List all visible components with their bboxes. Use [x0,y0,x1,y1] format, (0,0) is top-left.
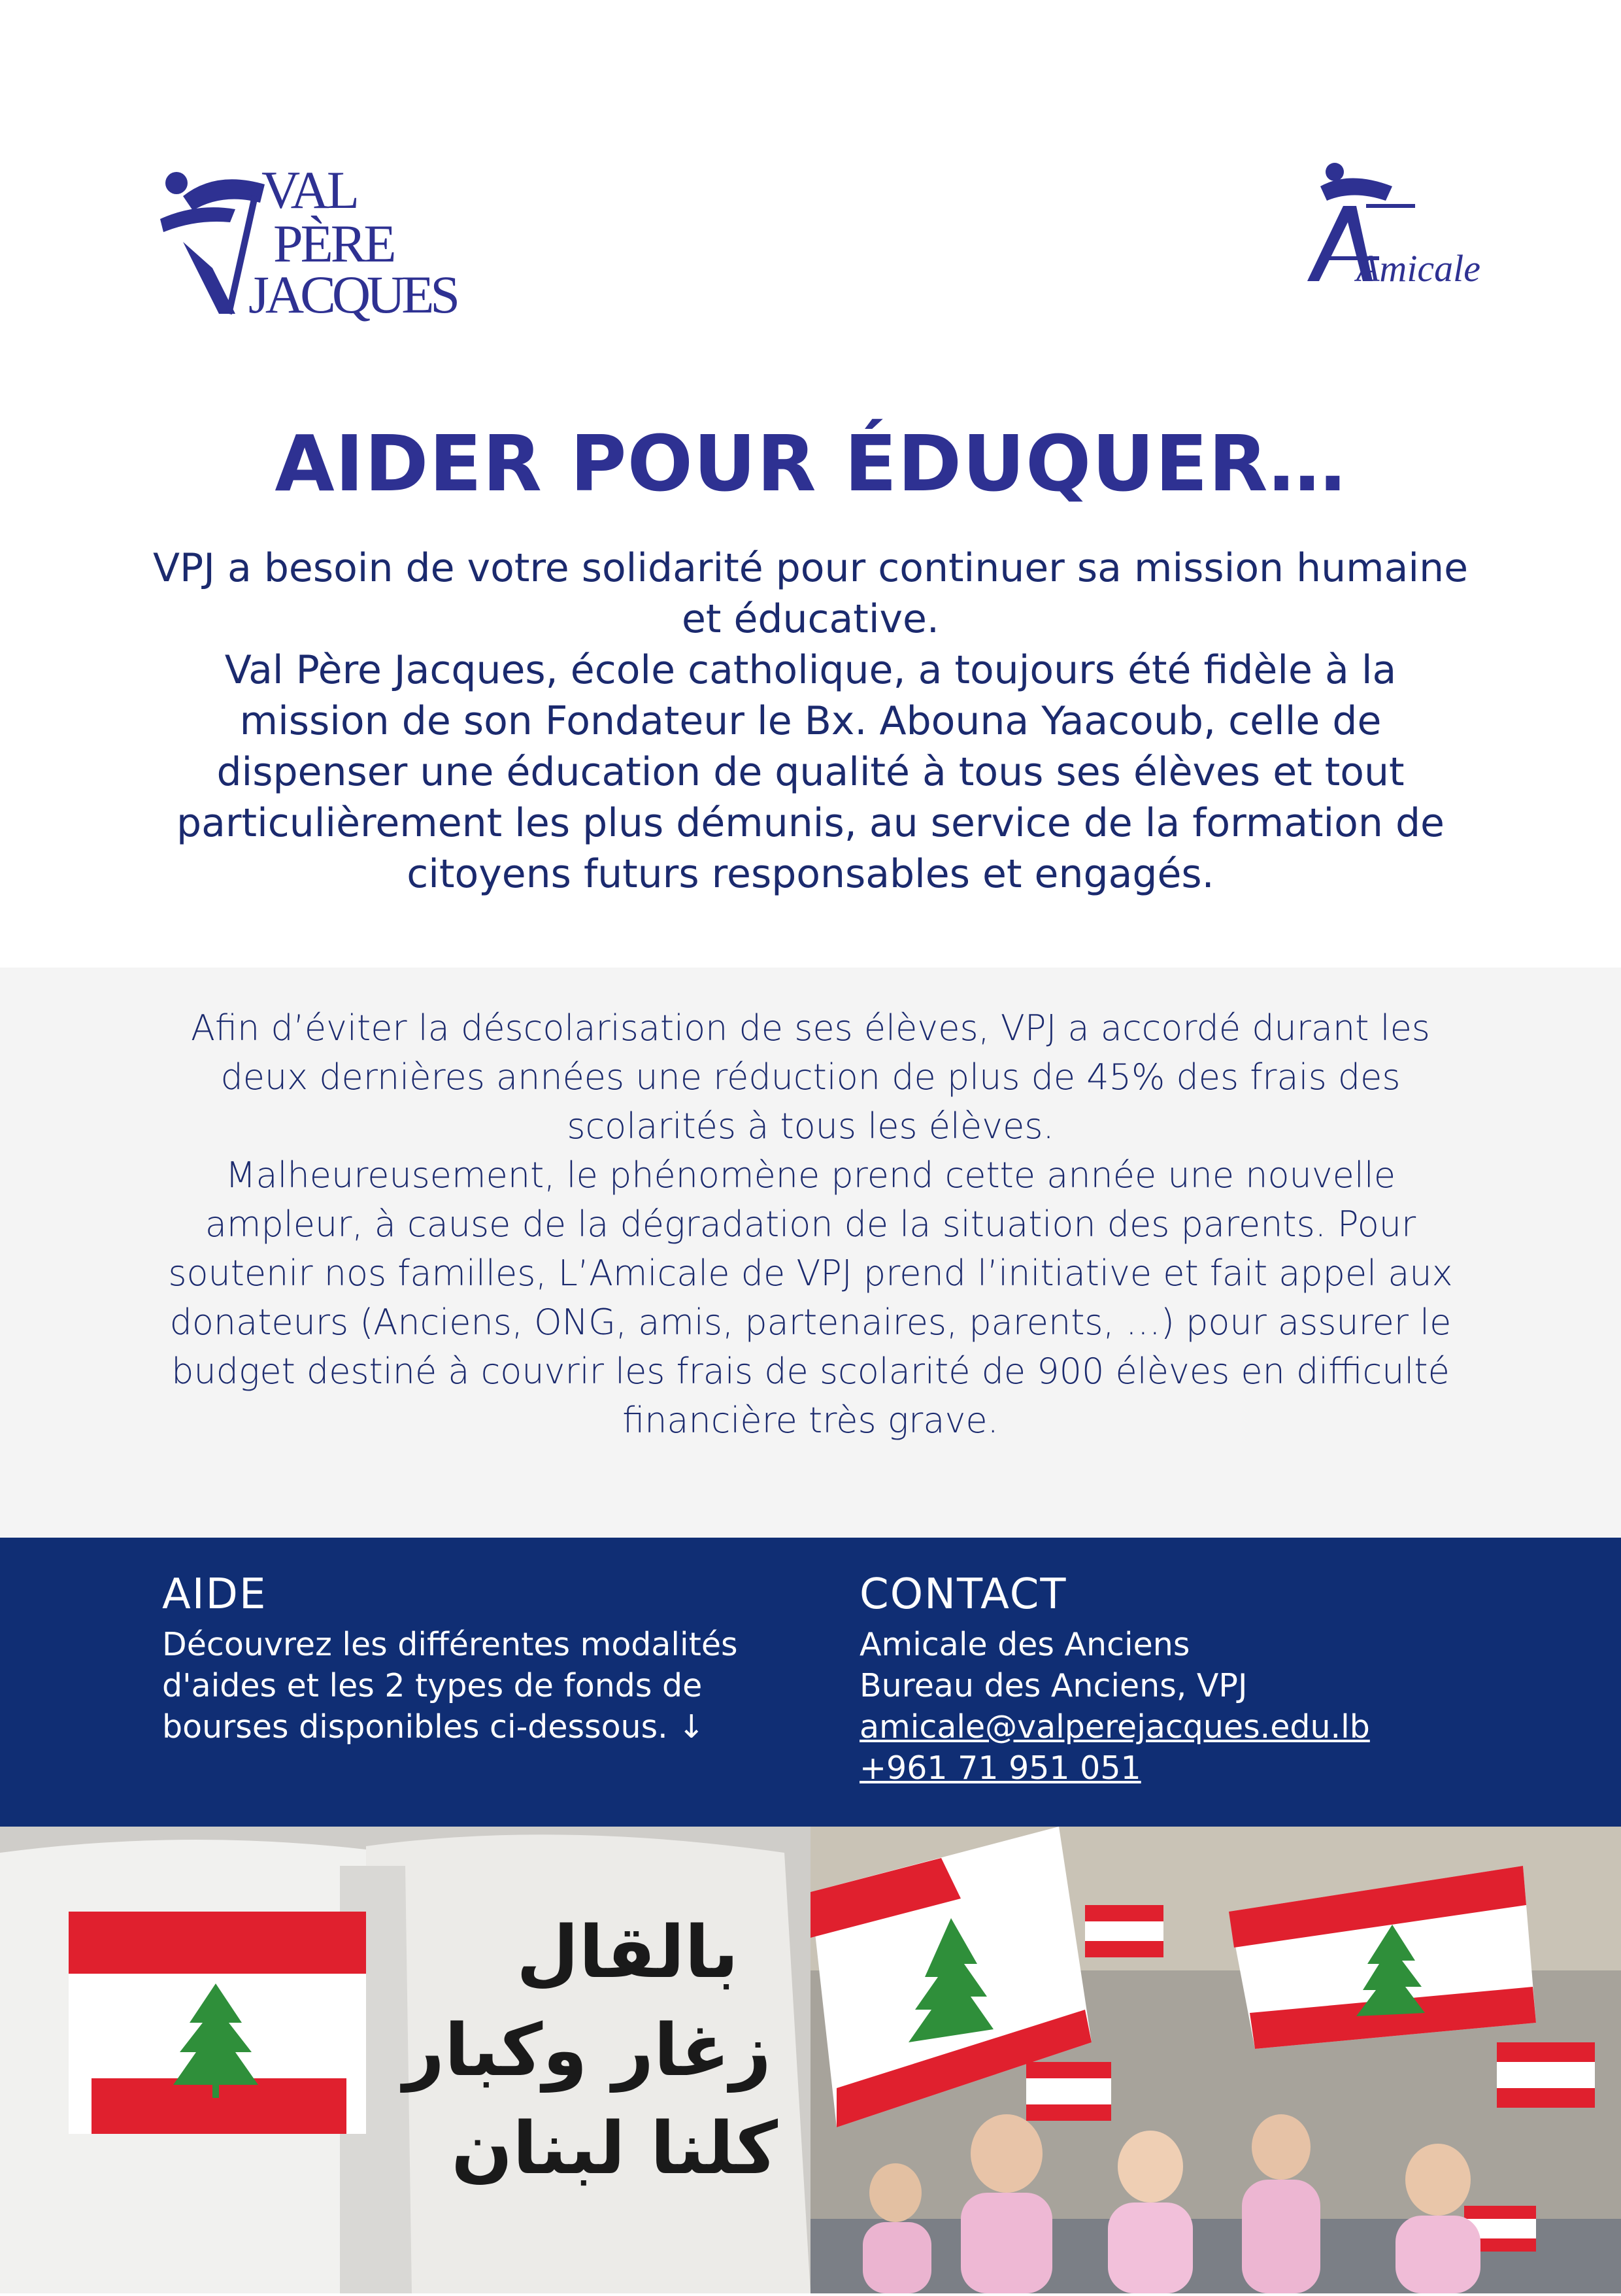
intro-paragraph-1: VPJ a besoin de votre solidarité pour continuer sa mission humaine et éducative. [152,545,1469,642]
page-title: AIDER POUR ÉDUQUER… [275,418,1346,509]
contact-office: Bureau des Anciens, VPJ [860,1667,1248,1704]
intro-text [144,543,1477,900]
shirt-text-line-3: كلنا لبنان [451,2106,778,2190]
aide-text: Découvrez les différentes modalités d'aides et les 2 types de fonds de bourses disponibles ci-dessous. ↓ [162,1626,738,1746]
appeal-paragraph-1: Afin d’éviter la déscolarisation de ses élèves, VPJ a accordé durant les deux dernières années une réduction de plus de 45% des frais des scolarités à tous les élèves. [191,1007,1430,1147]
vpj-logo-jacques: JACQUES [248,265,456,324]
children-flags-image [811,1827,1621,2293]
shirt-text-line-2: زغار وكبار [403,2008,771,2092]
amicale-logo-text: Amicale [1356,247,1481,290]
contact-email-link[interactable]: amicale@valperejacques.edu.lb [860,1708,1370,1746]
photo-tshirts [0,1827,811,2293]
vpj-logo-pere: PÈRE [273,214,394,273]
shirt-text-line-1: بالقال [516,1910,739,1994]
amicale-logo [1294,160,1481,291]
appeal-text [150,1004,1471,1445]
header-section [0,0,1621,968]
contact-organization: Amicale des Anciens [860,1626,1190,1663]
intro-paragraph-2: Val Père Jacques, école catholique, a toujours été fidèle à la mission de son Fondateur le Bx. Abouna Yaacoub, celle de dispenser une éducation de qualité à tous ses élèves et tout particulièrement les plus démunis, au service de la formation de citoyens futurs responsables et engagés. [176,647,1445,897]
photo-children-flags [811,1827,1621,2293]
aide-title: AIDE [162,1570,267,1619]
vpj-logo-val: VAL [261,160,357,220]
contact-title: CONTACT [860,1570,1067,1619]
appeal-paragraph-2: Malheureusement, le phénomène prend cette année une nouvelle ampleur, à cause de la dégradation de la situation des parents. Pour soutenir nos familles, L’Amicale de VPJ prend l’initiative et fait appel aux donateurs (Anciens, ONG, amis, partenaires, parents, …) pour assurer le budget destiné à couvrir les frais de scolarité de 900 élèves en difficulté financière très grave. [168,1155,1453,1441]
aide-column [162,1569,809,1747]
contact-column [860,1569,1513,1789]
tshirts-image [0,1827,811,2293]
vpj-logo [157,157,471,333]
contact-phone-link[interactable]: +961 71 951 051 [860,1749,1141,1787]
